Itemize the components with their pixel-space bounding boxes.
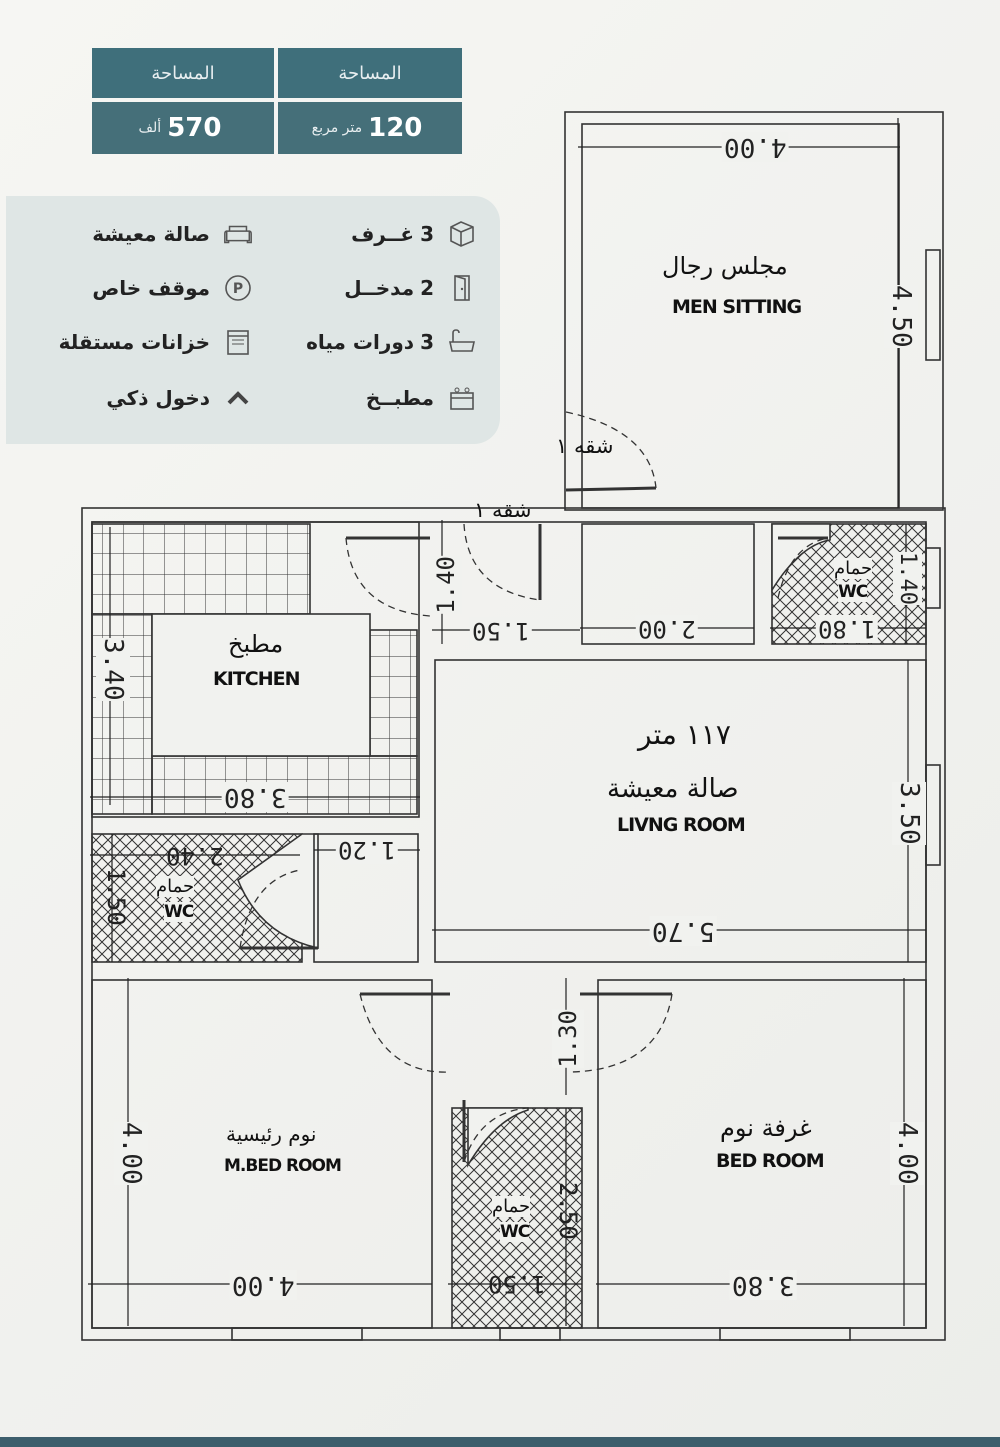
dim-men-width: 4.00 bbox=[724, 132, 787, 162]
dim-bed-height: 4.00 bbox=[892, 1122, 922, 1185]
rooms-label: غــرف bbox=[351, 222, 415, 246]
window-wc-bottom bbox=[500, 1328, 560, 1340]
dim-wc-top-width: 1.80 bbox=[818, 615, 876, 643]
dim-wc-left-height: 1.50 bbox=[102, 868, 130, 926]
apartment-1-label-a: شقه ١ bbox=[556, 434, 614, 458]
dim-living-height: 3.50 bbox=[894, 782, 924, 845]
bed-label-en: BED ROOM bbox=[716, 1150, 824, 1172]
apartment-1-label-b: شقه ١ bbox=[474, 498, 532, 522]
dim-wc-top-height: 1.40 bbox=[895, 552, 920, 605]
dim-entry-width: 1.50 bbox=[472, 617, 530, 645]
dim-men-height: 4.50 bbox=[886, 285, 916, 348]
area-value: 120 bbox=[368, 113, 423, 143]
kitchen-label: مطبــخ bbox=[365, 386, 434, 410]
dim-kitchen-width: 3.80 bbox=[224, 782, 287, 812]
men-sitting-label-ar: مجلس رجال bbox=[662, 252, 788, 280]
parking-label: موقف خاص bbox=[92, 276, 210, 300]
dim-bed-width: 3.80 bbox=[732, 1270, 795, 1300]
bathrooms-count: 3 bbox=[420, 330, 434, 354]
dim-living-width: 5.70 bbox=[652, 916, 715, 946]
window-bed bbox=[720, 1328, 850, 1340]
entrances-label: مدخــل bbox=[344, 276, 415, 300]
window-mbed bbox=[232, 1328, 362, 1340]
header-label-left: المساحة bbox=[151, 62, 215, 84]
kitchen-label-ar: مطبخ bbox=[228, 630, 284, 658]
wc-left-label-en: WC bbox=[164, 902, 194, 922]
dim-entry-height: 1.40 bbox=[432, 556, 460, 614]
window-living bbox=[926, 765, 940, 865]
dim-wc-left-width: 2.40 bbox=[166, 842, 224, 870]
window-men bbox=[926, 250, 940, 360]
living-label-ar: صالة معيشة bbox=[607, 774, 739, 804]
bed-label-ar: غرفة نوم bbox=[720, 1114, 812, 1142]
mbed-label-en: M.BED ROOM bbox=[224, 1156, 341, 1176]
entrances-count: 2 bbox=[420, 276, 434, 300]
svg-text:P: P bbox=[232, 281, 244, 297]
dim-kitchen-height: 3.40 bbox=[98, 638, 128, 701]
dim-hall-height: 1.30 bbox=[554, 1010, 582, 1068]
men-sitting-label-en: MEN SITTING bbox=[672, 296, 802, 318]
mbed-label-ar: نوم رئيسية bbox=[226, 1122, 317, 1146]
tanks-label: خزانات مستقلة bbox=[58, 330, 210, 354]
wc-left-label-ar: حمام bbox=[156, 876, 195, 897]
wc-top-label-ar: حمام bbox=[834, 558, 873, 579]
rooms-count: 3 bbox=[420, 222, 434, 246]
area-unit: متر مربع bbox=[311, 120, 363, 136]
living-area-label: ١١٧ متر bbox=[638, 718, 731, 751]
smart-entry-label: دخول ذكي bbox=[106, 386, 210, 410]
wc-bottom-label-ar: حمام bbox=[492, 1196, 531, 1217]
wc-top-label-en: WC bbox=[838, 582, 868, 602]
header-label-right: المساحة bbox=[338, 62, 402, 84]
bathrooms-label: دورات مياه bbox=[306, 330, 415, 354]
dim-wc-bottom-height: 2.50 bbox=[554, 1182, 582, 1240]
living-label: صالة معيشة bbox=[92, 222, 210, 246]
price-unit: ألف bbox=[138, 120, 162, 136]
living-label-en: LIVNG ROOM bbox=[617, 814, 745, 836]
dim-mbed-height: 4.00 bbox=[116, 1122, 146, 1185]
wc-bottom-label-en: WC bbox=[500, 1222, 530, 1242]
kitchen-tiles-top bbox=[92, 524, 310, 614]
dim-wc-bottom-width: 1.50 bbox=[488, 1270, 546, 1298]
kitchen-label-en: KITCHEN bbox=[213, 668, 300, 690]
price-value: 570 bbox=[167, 113, 222, 143]
dim-store-width: 1.20 bbox=[338, 836, 396, 864]
dim-mbed-width: 4.00 bbox=[232, 1270, 295, 1300]
bottom-bar bbox=[0, 1437, 1000, 1447]
window-wc-top bbox=[926, 548, 940, 608]
kitchen-tiles-right bbox=[370, 630, 417, 756]
dim-corridor-width: 2.00 bbox=[638, 615, 696, 643]
